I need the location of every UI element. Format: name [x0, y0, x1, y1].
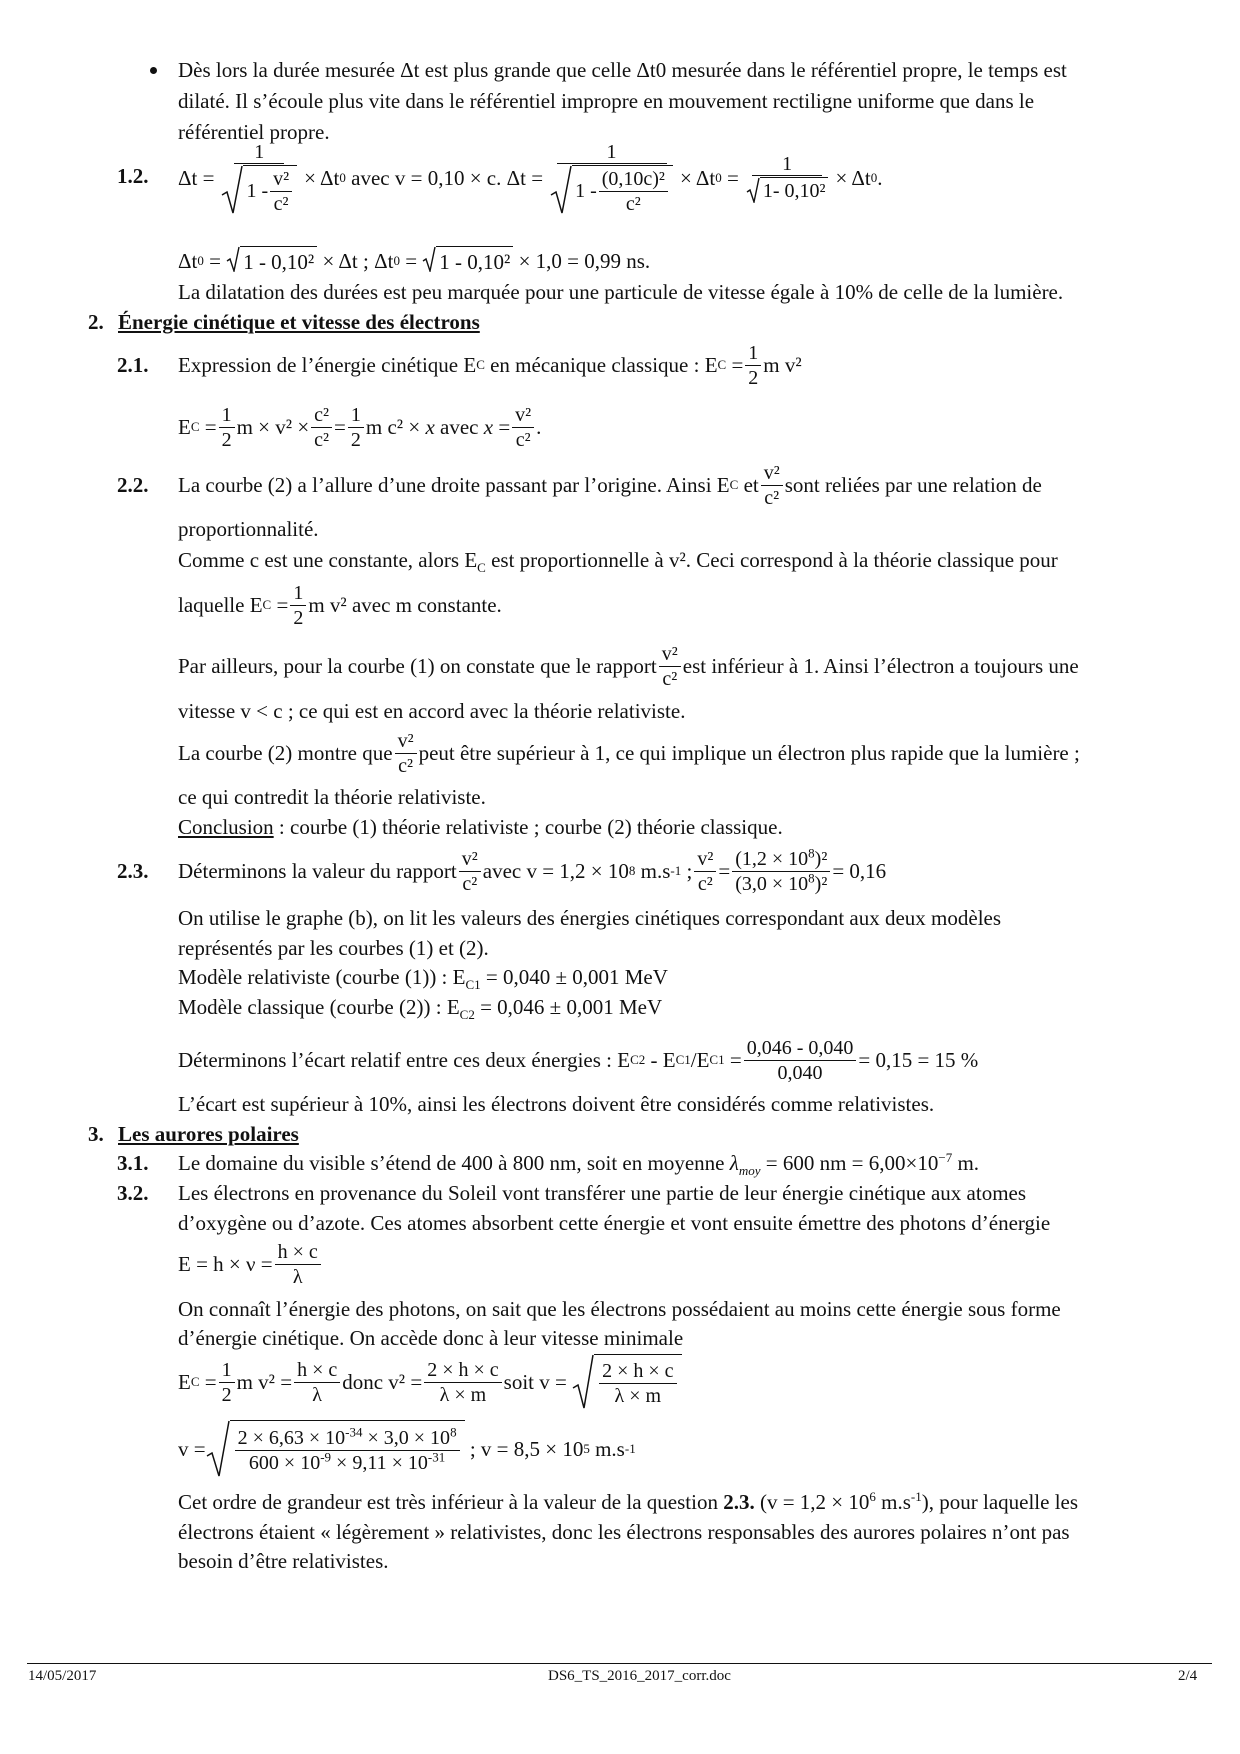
radical-sign: [572, 1354, 594, 1410]
text: )²: [814, 847, 828, 870]
text: peut être supérieur à 1, ce qui implique un électron plus rapide que la lumière ;: [418, 741, 1080, 765]
text: soit v =: [503, 1370, 567, 1394]
paragraph-3-2-line-1: Les électrons en provenance du Soleil vont transférer une partie de leur énergie cinétique aux atomes: [178, 1181, 1027, 1205]
fraction: [290, 582, 306, 629]
denominator: c²: [662, 667, 678, 690]
radicand: [243, 165, 297, 215]
text: =: [726, 165, 739, 190]
numerator: h × c: [275, 1241, 321, 1265]
subscript: C2: [459, 1007, 475, 1023]
text: Cet ordre de grandeur est très inférieur à la valeur de la question: [178, 1490, 718, 1514]
formula-2-1-line-2: E C = $\frac{1}{2}$ m × v² × $\frac{\text{c²}}{\text{c²}}$ = $\frac{1}{2}$ m c² × x avec x = $\frac{\text{v²}}{\text{c²}}$ .: [178, 403, 542, 451]
text: =: [729, 1048, 742, 1072]
radical-sign: [422, 246, 436, 272]
text: × 3,0 × 10: [367, 1426, 451, 1449]
bullet-line-3: référentiel propre.: [178, 120, 330, 144]
sqrt: [572, 1354, 681, 1410]
fraction: [599, 168, 668, 215]
text: × 9,11 × 10: [336, 1451, 428, 1474]
text: =: [276, 593, 289, 617]
text: - E: [650, 1048, 676, 1072]
fraction: [218, 141, 300, 215]
text: =: [209, 249, 221, 273]
formula-3-2-application: v = $\frac{2 \times 6,63 \times 10^{-34} \times 3,0 \times 10^8}{600 \times 10^{-9} \times 9,11 \times 10^{-31}}$ ; v = 8,5 × 10 5 m.s -1: [178, 1418, 636, 1480]
text: Déterminons l’écart relatif entre ces deux énergies : E: [178, 1048, 631, 1072]
paragraph-2-2-line-5: [178, 640, 1079, 692]
footer-date: 14/05/2017: [28, 1668, 97, 1684]
fraction: [395, 730, 417, 777]
numerator: 1: [752, 153, 822, 176]
text: m.: [957, 1151, 980, 1175]
text: (1,2 × 10: [735, 847, 809, 870]
text: .: [877, 165, 883, 190]
formula-2-1-line-1: Expression de l’énergie cinétique E C en mécanique classique : E C = $\frac{1}{2}$ m v²: [178, 341, 802, 389]
denominator: 2: [748, 366, 759, 389]
fraction: [219, 404, 235, 451]
text: ;: [686, 859, 693, 883]
fraction: [547, 141, 676, 215]
text: Modèle classique (courbe (2)) : E: [178, 995, 460, 1019]
text: La courbe (2) a l’allure d’une droite passant par l’origine. Ainsi E: [178, 473, 730, 497]
paragraph-3-2-line-4: On connaît l’énergie des photons, on sait que les électrons possédaient au moins cette énergie sous forme: [178, 1297, 1061, 1321]
sqrt: [550, 165, 673, 215]
variable: λ: [729, 1151, 739, 1175]
paragraph-3-2-line-8: [178, 1488, 1078, 1516]
superscript: 8: [808, 844, 815, 860]
paragraph-2-2-line-1: La courbe (2) a l’allure d’une droite passant par l’origine. Ainsi E C et $\frac{\text{v²}}{\text{c²}}$ sont reliées par une relation de: [178, 461, 1042, 509]
fraction: [659, 643, 681, 690]
text: =: [498, 415, 511, 439]
denominator: λ: [292, 1265, 303, 1288]
paragraph-3-2-line-2: d’oxygène ou d’azote. Ces atomes absorbent cette énergie et vont ensuite émettre des photons d’énergie: [178, 1211, 1051, 1235]
text: en mécanique classique : E: [490, 353, 718, 377]
numerator: v²: [659, 643, 681, 667]
text: =: [718, 859, 731, 883]
paragraph-2-2-line-7: [178, 727, 1080, 779]
text: avec v = 0,10 × c.: [351, 165, 502, 190]
sqrt: [746, 177, 829, 203]
paragraph-2-3-line-4: [178, 963, 668, 991]
superscript: 8: [450, 1423, 457, 1439]
text: m × v² ×: [236, 415, 310, 439]
paragraph-2-2-conclusion: [178, 813, 783, 841]
numerator: v²: [459, 848, 481, 872]
formula-3-2-energie: [178, 1238, 323, 1290]
variable: x: [425, 415, 435, 439]
text: est inférieur à 1. Ainsi l’électron a toujours une: [682, 654, 1079, 678]
footer-page-number: 2/4: [1178, 1668, 1198, 1684]
text: (3,0 × 10: [735, 872, 809, 895]
text: Déterminons la valeur du rapport: [178, 859, 457, 883]
text: Comme c est une constante, alors E: [178, 548, 478, 572]
denominator: 2: [350, 428, 361, 451]
text: = 600 nm = 6,00×10: [765, 1151, 939, 1175]
radicand: [594, 1354, 681, 1410]
denominator: [743, 176, 832, 203]
text: ; v = 8,5 × 10: [469, 1437, 584, 1461]
text: 600 × 10: [248, 1451, 321, 1474]
text: )²: [814, 872, 828, 895]
text: E = h × ν =: [178, 1252, 273, 1276]
fraction: [732, 844, 830, 895]
numerator: [732, 844, 830, 872]
denominator: [218, 164, 300, 215]
text: 1 -: [246, 180, 269, 202]
text: laquelle E: [178, 593, 263, 617]
text: × Δt ; Δt: [322, 249, 394, 273]
radical-sign: [550, 165, 572, 215]
superscript: -34: [345, 1423, 363, 1439]
text: E: [178, 415, 191, 439]
subscript: C: [477, 560, 486, 576]
fraction: [348, 404, 364, 451]
text: 1 -: [575, 180, 597, 202]
paragraph-2-2-line-4: laquelle E C = $\frac{1}{2}$ m v² avec m constante.: [178, 581, 502, 629]
text: × Δt: [304, 165, 340, 190]
fraction: [743, 153, 832, 203]
radical-sign: [226, 246, 240, 272]
section-title-3: Les aurores polaires: [118, 1122, 299, 1146]
fraction: [275, 1241, 321, 1288]
radical-sign: [746, 177, 760, 203]
text: m.s: [640, 859, 671, 883]
superscript: −7: [938, 1150, 953, 1165]
text: m v²: [763, 353, 802, 377]
denominator: c²: [515, 428, 531, 451]
fraction: [219, 1359, 235, 1406]
question-label-2-2: 2.2.: [117, 473, 149, 497]
numerator: v²: [761, 462, 783, 486]
denominator: [547, 164, 676, 215]
fraction: [270, 168, 292, 215]
fraction: [694, 848, 716, 895]
footer-filename: DS6_TS_2016_2017_corr.doc: [548, 1668, 731, 1684]
numerator: [235, 1423, 460, 1451]
text: est proportionnelle à v². Ceci correspond à la théorie classique pour: [491, 548, 1058, 572]
section-number-3: 3.: [88, 1122, 104, 1146]
numerator: 2 × h × c: [424, 1359, 501, 1383]
text: = 0,16: [832, 859, 887, 883]
paragraph-2-3-line-3: représentés par les courbes (1) et (2).: [178, 936, 489, 960]
question-label-3-1: 3.1.: [117, 1151, 149, 1175]
radicand: 1 - 0,10²: [436, 246, 513, 276]
denominator: c²: [314, 428, 330, 451]
text: m v² avec m constante.: [308, 593, 502, 617]
text: v =: [178, 1437, 206, 1461]
paragraph-2-2-line-8: ce qui contredit la théorie relativiste.: [178, 785, 486, 809]
formula-3-2-vitesse: E C = $\frac{1}{2}$ m v² = $\frac{h \times c}{\lambda}$ donc v² = $\frac{2 \times h \times c}{\lambda \times m}$ soit v = $\frac{2 \times h \times c}{\lambda \times m}$: [178, 1352, 682, 1412]
numerator: c²: [311, 404, 332, 428]
denominator: 2: [293, 606, 304, 629]
text: m c² ×: [365, 415, 421, 439]
bullet-dot: [150, 67, 157, 74]
fraction: [599, 1360, 676, 1407]
footer-rule: [27, 1663, 1212, 1664]
paragraph-2-3-line-2: On utilise le graphe (b), on lit les valeurs des énergies cinétiques correspondant aux deux modèles: [178, 906, 1002, 930]
denominator: λ: [312, 1383, 322, 1406]
fraction: [311, 404, 332, 451]
paragraph-2-2-line-3: [178, 546, 1058, 574]
radicand: 1- 0,10²: [760, 177, 829, 203]
text: = 0,040 ± 0,001 MeV: [485, 965, 668, 989]
text: = 0,15 = 15 %: [858, 1048, 979, 1072]
denominator: c²: [697, 872, 713, 895]
denominator: c²: [764, 486, 780, 509]
radicand: 1 - 0,10²: [240, 246, 317, 276]
fraction: [512, 404, 534, 451]
formula-2-3-ecart: Déterminons l’écart relatif entre ces deux énergies : E C2 - E C1 /E C1 = $\frac{0,046 - 0,040}{0,040}$ = 0,15 = 15 %: [178, 1036, 979, 1084]
text: /E: [690, 1048, 710, 1072]
numerator: 1: [219, 1359, 235, 1383]
radicand: [572, 165, 673, 215]
text: : courbe (1) théorie relativiste ; courbe (2) théorie classique.: [273, 815, 783, 839]
text: Δt =: [178, 165, 215, 190]
numerator: v²: [512, 404, 534, 428]
text: =: [731, 353, 744, 377]
sqrt: [221, 165, 297, 215]
paragraph-3-2-line-10: besoin d’être relativistes.: [178, 1549, 389, 1573]
section-number-2: 2.: [88, 310, 104, 334]
text: m.s: [595, 1437, 625, 1461]
paragraph-2-3-line-7: L’écart est supérieur à 10%, ainsi les électrons doivent être considérés comme relativistes.: [178, 1092, 935, 1116]
sqrt: [206, 1420, 465, 1478]
denominator: c²: [398, 754, 414, 777]
text: Le domaine du visible s’étend de 400 à 800 nm, soit en moyenne: [178, 1151, 725, 1175]
sqrt: [422, 246, 513, 276]
numerator: 1: [348, 404, 364, 428]
numerator: h × c: [294, 1359, 340, 1383]
text: m v² =: [236, 1370, 293, 1394]
numerator: 1: [234, 141, 284, 164]
radical-sign: [221, 165, 243, 215]
numerator: v²: [395, 730, 417, 754]
paragraph-2-2-line-6: vitesse v < c ; ce qui est en accord avec la théorie relativiste.: [178, 699, 686, 723]
text: La courbe (2) montre que: [178, 741, 393, 765]
question-reference: 2.3.: [723, 1490, 755, 1514]
fraction: [235, 1423, 460, 1474]
fraction: [745, 342, 761, 389]
superscript: 6: [869, 1489, 876, 1504]
text: Par ailleurs, pour la courbe (1) on constate que le rapport: [178, 654, 657, 678]
text: = 0,046 ± 0,001 MeV: [480, 995, 663, 1019]
denominator: λ × m: [614, 1384, 662, 1407]
text: =: [405, 249, 418, 273]
numerator: 1: [219, 404, 235, 428]
text: ), pour laquelle les: [921, 1490, 1079, 1514]
text: =: [204, 1370, 217, 1394]
text: donc v² =: [342, 1370, 423, 1394]
denominator: λ × m: [439, 1383, 487, 1406]
question-label-1-2: 1.2.: [117, 164, 149, 188]
numerator: 1: [290, 582, 306, 606]
fraction: [294, 1359, 340, 1406]
superscript: 8: [808, 869, 815, 885]
paragraph-1-2-conclusion: La dilatation des durées est peu marquée pour une particule de vitesse égale à 10% de celle de la lumière.: [178, 280, 1064, 304]
fraction: [744, 1037, 857, 1084]
numerator: 1: [557, 141, 667, 164]
variable: x: [483, 415, 494, 439]
subscript: C1: [465, 977, 481, 993]
text: Δt =: [506, 165, 544, 190]
paragraph-3-2-line-5: d’énergie cinétique. On accède donc à leur vitesse minimale: [178, 1326, 684, 1350]
section-title-2: Énergie cinétique et vitesse des électrons: [118, 310, 480, 334]
denominator: 0,040: [777, 1061, 823, 1084]
superscript: -1: [910, 1489, 922, 1504]
question-label-2-1: 2.1.: [117, 353, 149, 377]
formula-1-2-line-2: Δt 0 = 1 - 0,10² × Δt ; Δt 0 = 1 - 0,10² × 1,0 = 0,99 ns.: [178, 246, 650, 276]
radicand: [230, 1420, 465, 1478]
denominator: c²: [273, 192, 289, 215]
denominator: [246, 1448, 448, 1474]
text: m.s: [881, 1490, 911, 1514]
numerator: (0,10c)²: [599, 168, 668, 192]
text: × 1,0 = 0,99 ns.: [518, 249, 651, 273]
text: et: [743, 473, 759, 497]
text: (v = 1,2 × 10: [759, 1490, 870, 1514]
fraction: [459, 848, 481, 895]
text: Expression de l’énergie cinétique E: [178, 353, 477, 377]
bullet-line-1: [178, 56, 1067, 84]
numerator: 0,046 - 0,040: [744, 1037, 857, 1061]
text: sont reliées par une relation de: [784, 473, 1042, 497]
paragraph-2-3-line-5: [178, 993, 662, 1021]
sqrt: [226, 246, 317, 276]
paragraph-3-1: [178, 1149, 979, 1177]
formula-2-3-line-1: Déterminons la valeur du rapport $\frac{\text{v²}}{\text{c²}}$ avec v = 1,2 × 10 8 m.s -1 ; $\frac{\text{v²}}{\text{c²}}$ = $\frac{(1,2 \times 10^8)^2}{(3,0 \times 10^8)^2}$ = 0,16: [178, 844, 887, 895]
text: Conclusion: [178, 815, 274, 839]
fraction: [761, 462, 783, 509]
radical-sign: [206, 1420, 230, 1478]
formula-1-2-line-1: Δt = 1 1 - $\frac{\text{v²}}{\text{c²}}$ × Δt 0 avec v = 0,10 × c. Δt = 1 1 - $\frac{\text{(0,10c)²}}{\text{c²}}$ × Δt 0 = $\frac{1}{\text{1- 0,10²}}$ × Δt 0 .: [178, 141, 883, 215]
subscript: moy: [738, 1163, 761, 1179]
text: =: [204, 415, 217, 439]
text: =: [334, 415, 346, 439]
numerator: 2 × h × c: [599, 1360, 676, 1384]
text: avec: [440, 415, 479, 439]
text: × Δt: [679, 165, 716, 190]
denominator: 2: [221, 428, 232, 451]
fraction: [424, 1359, 501, 1406]
denominator: c²: [462, 872, 478, 895]
superscript: -31: [427, 1448, 446, 1464]
paragraph-2-2-line-2: proportionnalité.: [178, 517, 319, 541]
text: 2 × 6,63 × 10: [237, 1426, 346, 1449]
text: Modèle relativiste (courbe (1)) : E: [178, 965, 466, 989]
question-label-3-2: 3.2.: [117, 1181, 149, 1205]
numerator: v²: [694, 848, 716, 872]
denominator: c²: [625, 192, 641, 215]
text: avec v = 1,2 × 10: [482, 859, 629, 883]
bullet-line-2: dilaté. Il s’écoule plus vite dans le référentiel impropre en mouvement rectiligne uniforme que dans le: [178, 89, 1035, 113]
paragraph-3-2-line-9: électrons étaient « légèrement » relativistes, donc les électrons responsables des aurores polaires n’ont pas: [178, 1520, 1070, 1544]
text: Dès lors la durée mesurée Δt est plus grande que celle Δt0 mesurée dans le référentiel propre, le temps est: [178, 58, 1067, 82]
text: .: [536, 415, 542, 439]
numerator: v²: [270, 168, 292, 192]
denominator: 2: [221, 1383, 232, 1406]
denominator: [732, 869, 830, 895]
text: × Δt: [835, 165, 871, 190]
numerator: 1: [745, 342, 761, 366]
superscript: -9: [320, 1448, 332, 1464]
text: E: [178, 1370, 191, 1394]
question-label-2-3: 2.3.: [117, 859, 149, 883]
text: Δt: [178, 249, 198, 273]
